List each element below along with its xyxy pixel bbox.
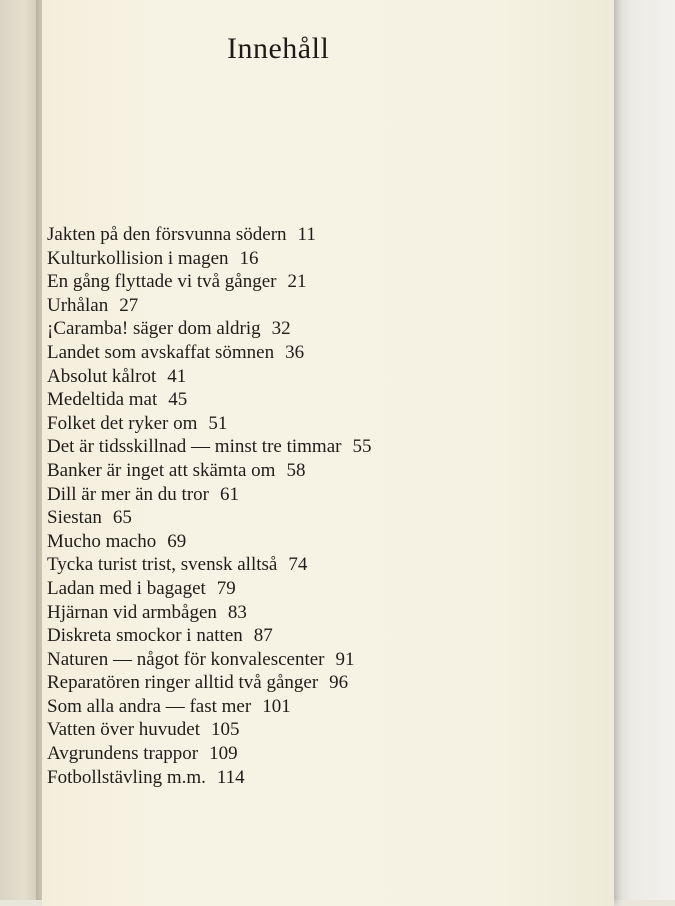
toc-entry-page: 36 [285, 341, 305, 363]
toc-entry [47, 341, 371, 365]
toc-entry-title: Det är tidsskillnad — minst tre timmar [47, 436, 342, 458]
toc-entry [47, 483, 371, 507]
toc-entry-title: Landet som avskaffat sömnen [47, 341, 275, 363]
toc-entry [47, 671, 371, 695]
toc-entry [47, 577, 371, 601]
toc-entry-title: Vatten över huvudet [47, 719, 201, 741]
toc-entry [47, 506, 371, 530]
toc-entry-page: 21 [287, 271, 307, 293]
toc-entry-page: 51 [208, 412, 228, 434]
toc-entry-page: 114 [216, 766, 245, 788]
toc-entry-page: 87 [253, 625, 273, 647]
toc-entry [47, 718, 371, 742]
toc-entry-page: 61 [219, 483, 239, 505]
toc-entry-page: 32 [271, 318, 291, 340]
toc-entry-title: Som alla andra — fast mer [47, 695, 252, 717]
toc-entry-title: Absolut kålrot [47, 365, 157, 387]
toc-entry-page: 69 [167, 530, 187, 552]
toc-entry [47, 648, 371, 672]
toc-entry [47, 530, 371, 554]
toc-entry-page: 109 [209, 743, 238, 765]
toc-entry-title: Dill är mer än du tror [47, 483, 209, 505]
toc-entry [47, 601, 371, 625]
toc-entry-title: Jakten på den försvunna södern [47, 224, 287, 245]
toc-entry-title: ¡Caramba! säger dom aldrig [47, 318, 261, 340]
toc-entry [47, 435, 371, 459]
toc-entry-page: 79 [216, 577, 236, 599]
toc-entry-title: Naturen — något för konvalescenter [47, 648, 325, 670]
toc-entry [47, 247, 371, 271]
toc-entry [47, 317, 371, 341]
toc-entry-title: Tycka turist trist, svensk alltså [47, 554, 278, 576]
toc-entry-page: 96 [329, 672, 349, 694]
toc-entry-page: 27 [119, 294, 139, 316]
toc-entry [47, 388, 371, 412]
toc-entry-title: Banker är inget att skämta om [47, 459, 276, 481]
toc-entry-page: 16 [239, 247, 259, 269]
toc-entry-page: 91 [335, 648, 355, 670]
toc-entry-title: Urhålan [47, 294, 109, 316]
toc-entry-page: 58 [286, 459, 306, 481]
toc-entry-page: 45 [168, 389, 188, 411]
toc-entry-title: Kulturkollision i magen [47, 247, 229, 269]
toc-entry-page: 105 [211, 719, 240, 741]
toc-entry [47, 270, 371, 294]
book-page-edges [612, 0, 675, 900]
toc-entry-page: 41 [167, 365, 187, 387]
toc-entry-title: Avgrundens trappor [47, 743, 199, 765]
toc-entry-title: En gång flyttade vi två gånger [47, 271, 277, 293]
toc-entry [47, 624, 371, 648]
toc-entry-page: 74 [288, 554, 308, 576]
toc-entry [47, 459, 371, 483]
toc-entry-title: Diskreta smockor i natten [47, 625, 243, 647]
toc-entry-page: 55 [352, 436, 372, 458]
toc-entry [47, 695, 371, 719]
toc-entry-page: 11 [297, 224, 316, 245]
toc-entry-title: Fotbollstävling m.m. [47, 766, 206, 788]
toc-entry-title: Siestan [47, 507, 102, 529]
toc-entry-title: Medeltida mat [47, 389, 158, 411]
page-title: Innehåll [227, 32, 330, 65]
previous-page-edge [0, 0, 40, 900]
toc-entry [47, 742, 371, 766]
toc-entry-page: 101 [262, 695, 291, 717]
toc-entry [47, 223, 371, 247]
toc-entry [47, 553, 371, 577]
toc-entry [47, 412, 371, 436]
table-of-contents [47, 223, 371, 789]
toc-entry-title: Ladan med i bagaget [47, 577, 206, 599]
toc-entry-title: Mucho macho [47, 530, 157, 552]
toc-entry [47, 766, 371, 790]
toc-entry-title: Hjärnan vid armbågen [47, 601, 217, 623]
toc-entry-title: Reparatören ringer alltid två gånger [47, 672, 319, 694]
toc-entry [47, 365, 371, 389]
toc-entry-title: Folket det ryker om [47, 412, 198, 434]
toc-entry [47, 294, 371, 318]
toc-entry-page: 65 [112, 507, 132, 529]
toc-entry-page: 83 [227, 601, 247, 623]
